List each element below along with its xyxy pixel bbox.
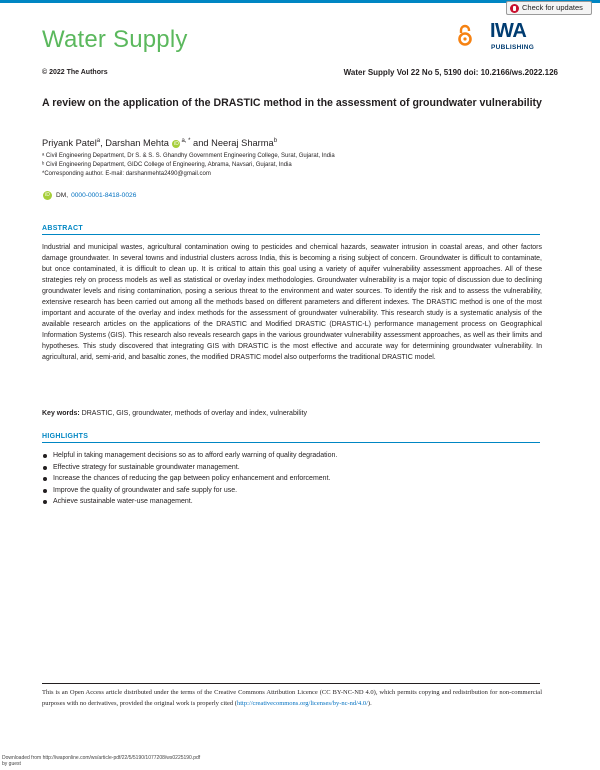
check-updates-label: Check for updates — [522, 3, 583, 12]
affiliation-line: ᵇ Civil Engineering Department, GIDC College of Engineering, Abrama, Navsari, Gujarat, India — [42, 162, 292, 168]
affiliation-marker: a, * — [181, 138, 191, 144]
list-item: Increase the chances of reducing the gap between policy enhancement and enforcement. — [42, 473, 337, 485]
abstract-divider — [42, 234, 540, 235]
list-item: Improve the quality of groundwater and safe supply for use. — [42, 485, 337, 497]
orcid-icon[interactable]: iD — [174, 140, 179, 147]
abstract-text: Industrial and municipal wastes, agricultural contamination owing to pesticides and chemical hazards, seawater intrusion in coastal areas, and other factors damage groundwater. In several towns and industrial clusters across India, this is becoming a rising subject of concern. Groundwater is difficult to contaminate, but once contaminated, it is difficult to clean up. It is critical to attain this goal using a variety of aquifer vulnerability assessment approaches. All of these strategies rely on process models as well as statistical or overlay index methodologies. Groundwater vulnerability is a major topic of discussion due to declining groundwater levels and rising contamination, posing a serious threat to the environment and water sources. To identify the risk and to assess the vulnerability, extensive research has been carried out among all the methods based on different parameters and different indexes. The DRASTIC method is one of the most important and accurate of the overlay and index methods for the assessment of groundwater vulnerability. This research study is a systematic analysis of the available research articles on the applications of the DRASTIC and Modified DRASTIC (DRASTIC-L) performance management process on Geographical Information Systems (GIS). This research also reveals research gaps in the various groundwater vulnerability assessment approaches, as well as their limits and hypotheses. This study discovered that integrating GIS with DRASTIC is the most effective and accurate way for determining groundwater vulnerability. In agricultural, arid, semi-arid, and basaltic zones, the modified DRASTIC model also outperforms the traditional DRASTIC model. — [42, 244, 542, 361]
affiliation-marker: b — [273, 138, 278, 144]
author-separator: and — [190, 138, 212, 149]
corresponding-author: *Corresponding author. E-mail: darshanmehta2490@gmail.com — [42, 171, 211, 177]
license-text: This is an Open Access article distributed under the terms of the Creative Commons Attribution Licence (CC BY-NC-ND 4.0), which permits copying and redistribution for non-commercial purposes with no derivatives, provided the original work is properly cited ( — [42, 689, 542, 707]
citation-line: Water Supply Vol 22 No 5, 5190 doi: 10.2166/ws.2022.126 — [343, 68, 558, 77]
author-separator: , — [100, 138, 106, 149]
highlights-heading: HIGHLIGHTS — [42, 433, 89, 440]
crossmark-icon — [510, 4, 519, 13]
author-list — [42, 138, 277, 148]
orcid-label: DM, — [56, 192, 69, 199]
orcid-link[interactable]: 0000-0001-8418-0026 — [71, 192, 137, 199]
highlights-divider — [42, 442, 540, 443]
license-text-end: ). — [367, 700, 372, 707]
abstract-heading: ABSTRACT — [42, 225, 83, 232]
keywords — [42, 410, 307, 417]
author-name: Priyank Patel — [42, 138, 97, 149]
list-item: Achieve sustainable water-use management. — [42, 496, 337, 508]
orcid-icon: iD — [43, 191, 52, 200]
license-notice — [42, 687, 542, 709]
open-access-icon — [458, 24, 472, 46]
affiliations — [42, 152, 335, 179]
download-line: by guest — [2, 761, 21, 767]
author-name: Darshan Mehta — [105, 138, 169, 149]
iwa-logo-subtitle: PUBLISHING — [491, 44, 535, 51]
check-for-updates-button[interactable] — [506, 1, 592, 15]
iwa-logo-word: IWA — [490, 20, 527, 42]
list-item: Helpful in taking management decisions so as to afford early warning of quality degradation. — [42, 450, 337, 462]
license-link[interactable]: http://creativecommons.org/licenses/by-nc-nd/4.0/ — [236, 700, 368, 707]
keywords-text: DRASTIC, GIS, groundwater, methods of overlay and index, vulnerability — [79, 410, 307, 417]
list-item: Effective strategy for sustainable groundwater management. — [42, 462, 337, 474]
affiliation-line: ᵃ Civil Engineering Department, Dr S. & S. S. Ghandhy Government Engineering College, Surat, Gujarat, India — [42, 153, 335, 159]
keywords-label: Key words: — [42, 410, 80, 417]
download-line: Downloaded from http://iwaponline.com/ws/article-pdf/22/5/5190/1077208/ws0225190.pdf — [2, 755, 201, 761]
journal-name: Water Supply — [42, 26, 188, 53]
author-name: Neeraj Sharma — [211, 138, 274, 149]
highlights-list — [42, 450, 337, 508]
license-divider — [42, 683, 540, 684]
copyright-notice: © 2022 The Authors — [42, 69, 108, 76]
orcid-line — [42, 191, 136, 200]
article-title: A review on the application of the DRASTIC method in the assessment of groundwater vulnerability — [42, 97, 542, 109]
affiliation-marker: a — [96, 138, 101, 144]
download-footer — [2, 755, 200, 767]
